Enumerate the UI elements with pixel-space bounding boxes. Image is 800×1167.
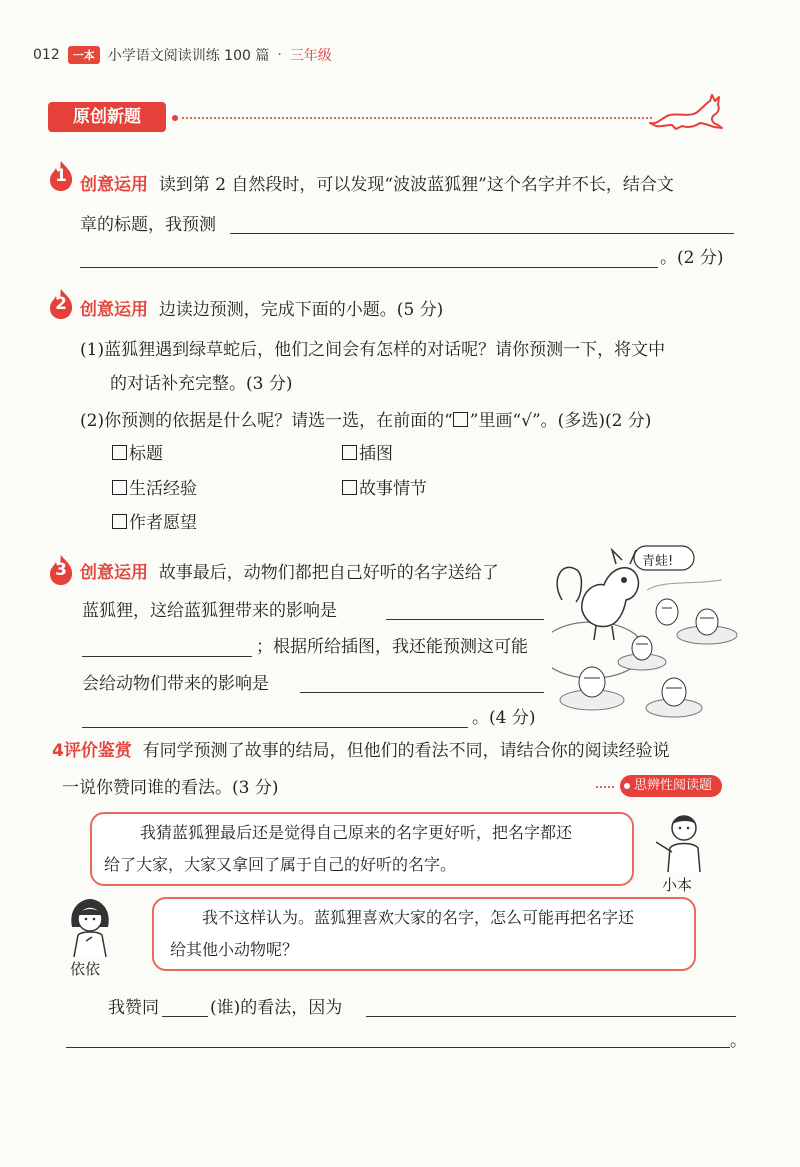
checkbox-icon[interactable] bbox=[112, 445, 127, 460]
grade-separator: · bbox=[277, 47, 282, 63]
q2-number: 2 bbox=[55, 294, 67, 314]
option-checkbox[interactable] bbox=[342, 478, 427, 500]
yiyi-line1: 我不这样认为。蓝狐狸喜欢大家的名字，怎么可能再把名字还 bbox=[202, 908, 635, 927]
q2-sub2-b: ”里画“√”。(多选)(2 分) bbox=[469, 411, 652, 431]
q4-text-line1: 有同学预测了故事的结局，但他们的看法不同，请结合你的阅读经验说 bbox=[142, 741, 670, 761]
checkbox-icon[interactable] bbox=[112, 514, 127, 529]
xiaoben-line2: 给了大家，大家又拿回了属于自己的好听的名字。 bbox=[104, 855, 457, 874]
q4-answer-end: 。 bbox=[730, 1031, 747, 1051]
option-label: 作者愿望 bbox=[129, 513, 197, 533]
q2-type-label: 创意运用 bbox=[80, 300, 148, 320]
q4-answer-line-1[interactable] bbox=[366, 1016, 736, 1017]
section-title-badge: 原创新题 bbox=[48, 102, 166, 132]
checkbox-sample-icon bbox=[453, 412, 468, 427]
yiyi-line2: 给其他小动物呢？ bbox=[170, 940, 299, 959]
q3-answer-line-4[interactable] bbox=[82, 727, 468, 728]
xiaoben-line1: 我猜蓝狐狸最后还是觉得自己原来的名字更好听，把名字都还 bbox=[140, 823, 573, 842]
q3-text-line2: 蓝狐狸，这给蓝狐狸带来的影响是 bbox=[82, 601, 337, 621]
q4-who-blank[interactable] bbox=[162, 1016, 208, 1017]
option-label: 标题 bbox=[129, 444, 163, 464]
q3-line1 bbox=[80, 562, 499, 584]
q2-sub2-line bbox=[80, 410, 651, 432]
checkbox-icon[interactable] bbox=[112, 480, 127, 495]
tag-dot bbox=[624, 783, 630, 789]
option-label: 生活经验 bbox=[129, 479, 197, 499]
q2-intro: 边读边预测，完成下面的小题。(5 分) bbox=[158, 300, 444, 320]
book-title: 小学语文阅读训练 100 篇 bbox=[107, 48, 270, 64]
frog-speech-text: 青蛙! bbox=[642, 554, 674, 569]
q1-line1 bbox=[80, 174, 674, 196]
q4-answer-prefix: 我赞同 bbox=[108, 998, 159, 1018]
q1-score: 。(2 分) bbox=[660, 248, 724, 268]
critical-reading-tag: 思辨性阅读题 bbox=[620, 775, 722, 797]
q3-answer-line-1[interactable] bbox=[386, 619, 544, 620]
q4-text-line2: 一说你赞同谁的看法。(3 分) bbox=[62, 778, 279, 798]
page-header bbox=[33, 45, 332, 65]
q3-text-line4: 会给动物们带来的影响是 bbox=[82, 674, 269, 694]
q1-number: 1 bbox=[55, 166, 67, 186]
option-label: 插图 bbox=[359, 444, 393, 464]
q2-sub2-a: (2)你预测的依据是什么呢？请选一选，在前面的“ bbox=[80, 411, 453, 431]
q3-answer-line-2[interactable] bbox=[82, 656, 252, 657]
option-checkbox[interactable] bbox=[112, 443, 163, 465]
q4-answer-mid: (谁)的看法，因为 bbox=[210, 998, 343, 1018]
q4-number: 4 bbox=[52, 741, 64, 761]
q4-line1 bbox=[52, 740, 670, 762]
checkbox-icon[interactable] bbox=[342, 445, 357, 460]
q1-text-line1: 读到第 2 自然段时，可以发现“波波蓝狐狸”这个名字并不长，结合文 bbox=[158, 175, 674, 195]
section-dotted-line bbox=[182, 117, 652, 119]
section-dot bbox=[172, 115, 178, 121]
q3-text-line3: ；根据所给插图，我还能预测这可能 bbox=[256, 637, 528, 657]
q3-text-line1: 故事最后，动物们都把自己好听的名字送给了 bbox=[158, 563, 499, 583]
boy-avatar bbox=[650, 812, 706, 874]
tag-dotted-line bbox=[596, 786, 614, 788]
cat-icon bbox=[648, 93, 726, 133]
yiyi-name: 依依 bbox=[70, 960, 101, 978]
q3-score: 。(4 分) bbox=[472, 708, 536, 728]
grade-label: 三年级 bbox=[289, 48, 332, 64]
brand-logo: 一本 bbox=[68, 46, 100, 64]
q3-number: 3 bbox=[55, 560, 67, 580]
checkbox-icon[interactable] bbox=[342, 480, 357, 495]
option-checkbox[interactable] bbox=[342, 443, 393, 465]
q3-type-label: 创意运用 bbox=[80, 563, 148, 583]
q4-type-label: 评价鉴赏 bbox=[63, 741, 132, 761]
option-checkbox[interactable] bbox=[112, 512, 197, 534]
q1-answer-line-2[interactable] bbox=[80, 267, 658, 268]
q2-intro-line bbox=[80, 299, 443, 321]
q3-answer-line-3[interactable] bbox=[300, 692, 544, 693]
q4-answer-line-2[interactable] bbox=[66, 1047, 730, 1048]
q2-sub1-line2: 的对话补充完整。(3 分) bbox=[110, 374, 293, 394]
girl-avatar bbox=[62, 897, 118, 959]
q1-answer-line-1[interactable] bbox=[230, 233, 734, 234]
q1-text-line2: 章的标题，我预测 bbox=[80, 215, 216, 235]
page-number: 012 bbox=[33, 47, 60, 63]
option-label: 故事情节 bbox=[359, 479, 427, 499]
q2-sub1-line1: (1)蓝狐狸遇到绿草蛇后，他们之间会有怎样的对话呢？请你预测一下，将文中 bbox=[80, 340, 666, 360]
q1-type-label: 创意运用 bbox=[80, 175, 148, 195]
xiaoben-name: 小本 bbox=[662, 876, 693, 894]
option-checkbox[interactable] bbox=[112, 478, 197, 500]
